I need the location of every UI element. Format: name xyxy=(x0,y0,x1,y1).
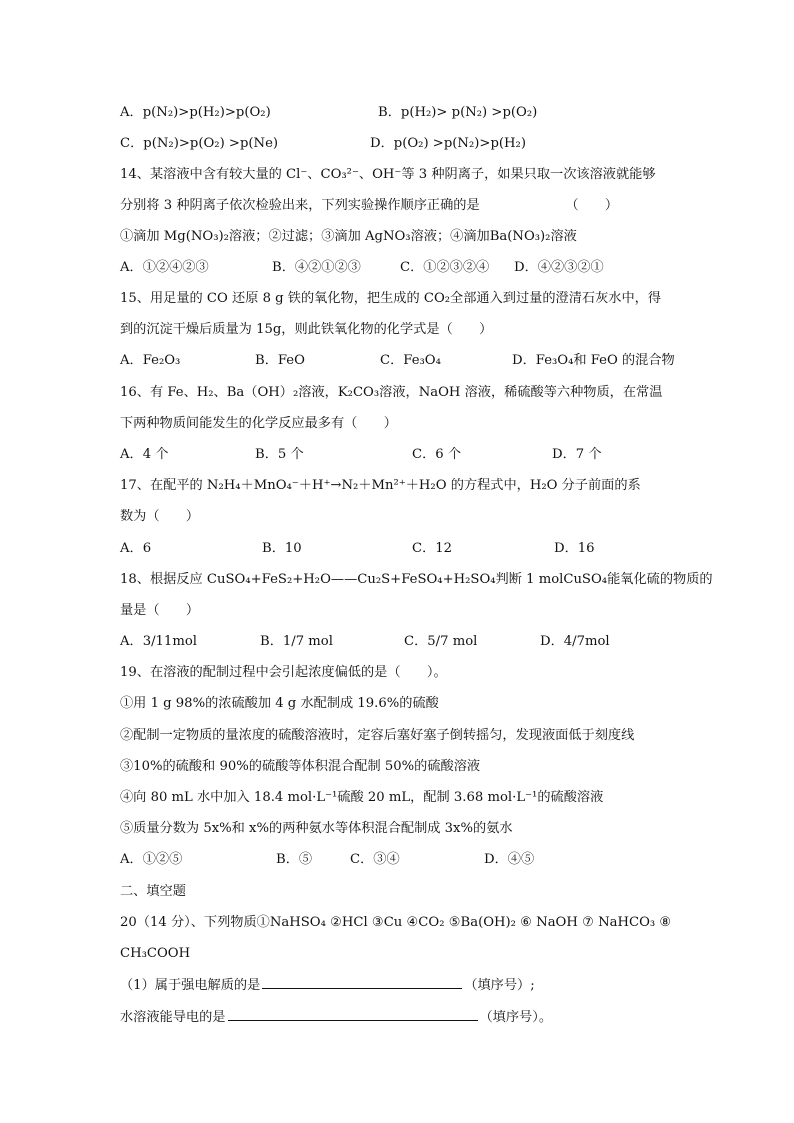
q15-option-d: D．Fe₃O₄和 FeO 的混合物 xyxy=(512,353,675,368)
q17-option-d: D．16 xyxy=(554,541,595,556)
q20-sub1-suffix: （填序号）; xyxy=(464,978,535,993)
q14-option-a: A．①②④②③ xyxy=(120,260,209,275)
q15-option-a: A．Fe₂O₃ xyxy=(120,353,181,368)
q18-stem-line-2: 量是（ ） xyxy=(120,603,200,618)
q13-option-a: A．p(N₂)>p(H₂)>p(O₂) xyxy=(120,105,271,120)
q19-statement-4: ④向 80 mL 水中加入 18.4 mol·L⁻¹硫酸 20 mL，配制 3.68 mol·L⁻¹的硫酸溶液 xyxy=(120,790,604,805)
q19-option-a: A．①②⑤ xyxy=(120,852,183,867)
q20-sub1 xyxy=(120,976,535,995)
q17-stem-line-2: 数为（ ） xyxy=(120,509,200,524)
q19-option-b: B．⑤ xyxy=(276,852,313,867)
q13-option-d: D．p(O₂) >p(N₂)>p(H₂) xyxy=(370,136,526,151)
q19-statement-1: ①用 1 g 98%的浓硫酸加 4 g 水配制成 19.6%的硫酸 xyxy=(120,696,439,711)
q15-stem-line-1: 15、用足量的 CO 还原 8 g 铁的氧化物，把生成的 CO₂全部通入到过量的澄清石灰水中，得 xyxy=(120,291,662,306)
q16-option-c: C．6 个 xyxy=(412,447,462,462)
q14-stem-line-2: 分别将 3 种阴离子依次检验出来，下列实验操作顺序正确的是 （ ） xyxy=(120,198,619,213)
q18-option-a: A．3/11mol xyxy=(120,634,197,649)
q13-option-b: B．p(H₂)> p(N₂) >p(O₂) xyxy=(378,105,538,120)
q20-sub2-prefix: 水溶液能导电的是 xyxy=(120,1010,226,1025)
q14-option-b: B．④②①②③ xyxy=(272,260,361,275)
q19-stem: 19、在溶液的配制过程中会引起浓度偏低的是（ ）。 xyxy=(120,665,447,680)
q19-statement-5: ⑤质量分数为 5x%和 x%的两种氨水等体积混合配制成 3x%的氨水 xyxy=(120,821,513,836)
q14-steps: ①滴加 Mg(NO₃)₂溶液；②过滤；③滴加 AgNO₃溶液；④滴加Ba(NO₃)₂溶液 xyxy=(120,229,577,244)
q16-stem-line-2: 下两种物质间能发生的化学反应最多有（ ） xyxy=(120,416,397,431)
q20-sub2-suffix: （填序号）。 xyxy=(479,1010,553,1025)
q18-option-c: C．5/7 mol xyxy=(404,634,478,649)
q14-stem-line-1: 14、某溶液中含有较大量的 Cl⁻、CO₃²⁻、OH⁻等 3 种阴离子，如果只取一次该溶液就能够 xyxy=(120,167,656,182)
q20-sub2-answer-blank[interactable] xyxy=(228,1008,478,1021)
q16-stem-line-1: 16、有 Fe、H₂、Ba（OH）₂溶液，K₂CO₃溶液，NaOH 溶液，稀硫酸等六种物质，在常温 xyxy=(120,385,663,400)
q18-option-d: D．4/7mol xyxy=(540,634,610,649)
q19-statement-2: ②配制一定物质的量浓度的硫酸溶液时，定容后塞好塞子倒转摇匀，发现液面低于刻度线 xyxy=(120,728,635,743)
q20-sub1-prefix: （1）属于强电解质的是 xyxy=(120,978,261,993)
q20-sub1-answer-blank[interactable] xyxy=(262,976,462,989)
q16-option-d: D．7 个 xyxy=(552,447,602,462)
q15-stem-line-2: 到的沉淀干燥后质量为 15g，则此铁氧化物的化学式是（ ） xyxy=(120,322,493,337)
q20-stem-line-2: CH₃COOH xyxy=(120,946,191,961)
q18-option-b: B．1/7 mol xyxy=(260,634,333,649)
q17-option-a: A．6 xyxy=(120,541,152,556)
q19-option-c: C．③④ xyxy=(350,852,400,867)
q17-stem-line-1: 17、在配平的 N₂H₄＋MnO₄⁻＋H⁺→N₂＋Mn²⁺＋H₂O 的方程式中，H₂O 分子前面的系 xyxy=(120,478,641,493)
q15-option-b: B．FeO xyxy=(255,353,305,368)
q16-option-a: A．4 个 xyxy=(120,447,169,462)
q17-option-c: C．12 xyxy=(412,541,453,556)
q19-statement-3: ③10%的硫酸和 90%的硫酸等体积混合配制 50%的硫酸溶液 xyxy=(120,759,481,774)
q20-stem-line-1: 20（14 分）、下列物质①NaHSO₄ ②HCl ③Cu ④CO₂ ⑤Ba(OH)₂ ⑥ NaOH ⑦ NaHCO₃ ⑧ xyxy=(120,915,672,930)
q14-option-d: D．④②③②① xyxy=(514,260,604,275)
q17-option-b: B．10 xyxy=(262,541,302,556)
q16-option-b: B．5 个 xyxy=(255,447,304,462)
q19-option-d: D．④⑤ xyxy=(484,852,535,867)
q20-sub2 xyxy=(120,1008,552,1027)
section-heading: 二、填空题 xyxy=(120,884,186,899)
q15-option-c: C．Fe₃O₄ xyxy=(380,353,441,368)
q14-option-c: C．①②③②④ xyxy=(400,260,490,275)
q13-option-c: C．p(N₂)>p(O₂) >p(Ne) xyxy=(120,136,279,151)
q18-stem-line-1: 18、根据反应 CuSO₄+FeS₂+H₂O——Cu₂S+FeSO₄+H₂SO₄判断 1 molCuSO₄能氧化硫的物质的 xyxy=(120,572,713,587)
